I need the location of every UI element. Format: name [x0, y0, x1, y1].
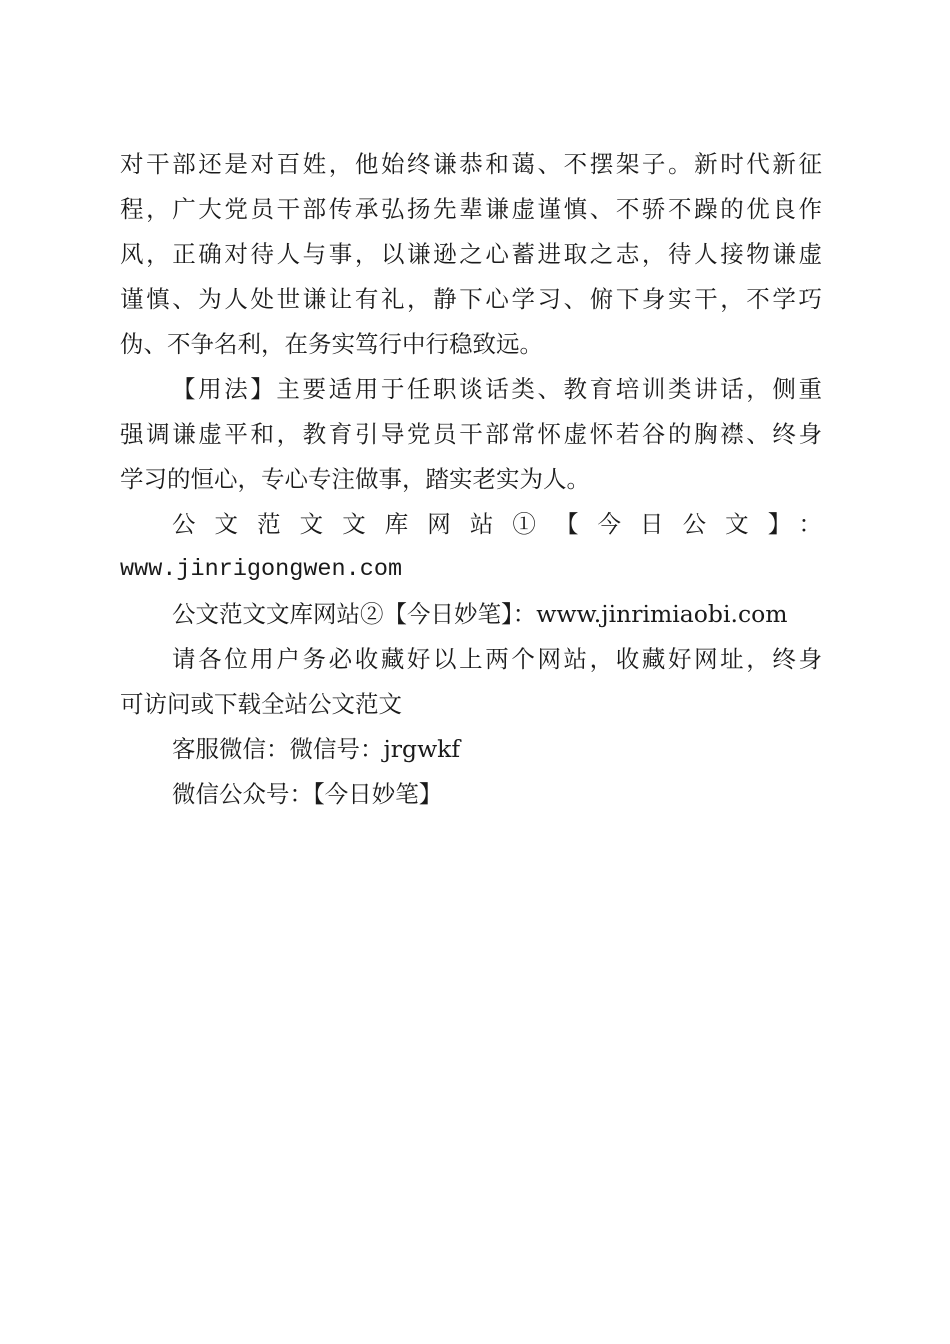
- paragraph-line: 谨慎、为人处世谦让有礼，静下心学习、俯下身实干，不学巧: [120, 285, 822, 313]
- site2-paragraph: [120, 592, 822, 637]
- notice-paragraph: [120, 637, 822, 727]
- site1-label: 公文范文文库网站①【今日公文】：: [172, 510, 822, 538]
- usage-line: 学习的恒心，专心专注做事，踏实老实为人。: [120, 465, 590, 493]
- site1-url[interactable]: www.jinrigongwen.com: [120, 556, 403, 583]
- notice-line: 请各位用户务必收藏好以上两个网站，收藏好网址，终身: [172, 645, 822, 673]
- usage-line: 强调谦虚平和，教育引导党员干部常怀虚怀若谷的胸襟、终身: [120, 420, 822, 448]
- notice-line: 可访问或下载全站公文范文: [120, 690, 402, 718]
- usage-paragraph: [120, 367, 822, 502]
- official-account: 微信公众号：【今日妙笔】: [172, 780, 443, 808]
- paragraph-line: 伪、不争名利，在务实笃行中行稳致远。: [120, 330, 543, 358]
- usage-line: 【用法】主要适用于任职谈话类、教育培训类讲话，侧重: [172, 375, 822, 403]
- document-page: [120, 142, 822, 817]
- site1-paragraph: [120, 502, 822, 592]
- paragraph-line: 对干部还是对百姓，他始终谦恭和蔼、不摆架子。新时代新征: [120, 150, 822, 178]
- customer-service-wechat: 客服微信：微信号：jrgwkf: [172, 735, 461, 763]
- site2-text[interactable]: 公文范文文库网站②【今日妙笔】：www.jinrimiaobi.com: [172, 600, 788, 628]
- contact-paragraph: [120, 727, 822, 817]
- paragraph-line: 风，正确对待人与事，以谦逊之心蓄进取之志，待人接物谦虚: [120, 240, 822, 268]
- body-paragraph: [120, 142, 822, 367]
- paragraph-line: 程，广大党员干部传承弘扬先辈谦虚谨慎、不骄不躁的优良作: [120, 195, 822, 223]
